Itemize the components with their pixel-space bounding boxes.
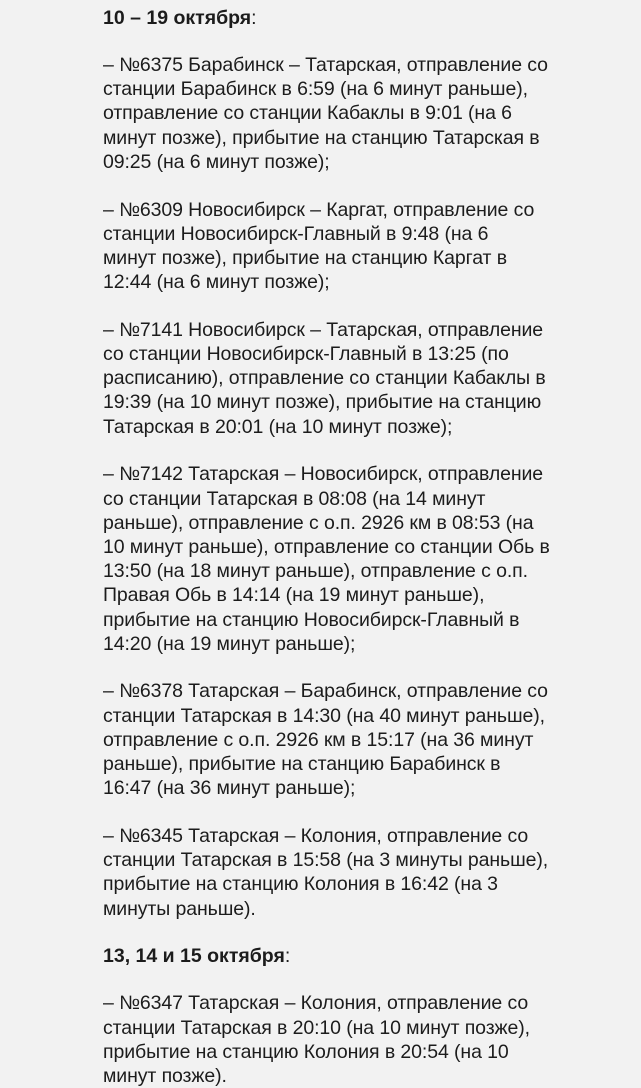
- entry-line: 13:50 (на 18 минут раньше), отправление с о.п.: [103, 560, 528, 583]
- entry-gap: [103, 174, 621, 198]
- entry-line: 14:20 (на 19 минут раньше);: [103, 632, 356, 655]
- entry-line: отправление с о.п. 2926 км в 15:17 (на 36 минут: [103, 728, 534, 751]
- train-entry: [103, 679, 621, 800]
- entry-line: станции Барабинск в 6:59 (на 6 минут раньше),: [103, 78, 528, 101]
- heading-gap: [103, 968, 621, 991]
- entry-line: со станции Татарская в 08:08 (на 14 минут: [103, 487, 486, 510]
- entry-line: – №7141 Новосибирск – Татарская, отправление: [103, 318, 544, 341]
- heading-gap: [103, 30, 621, 53]
- train-entry: [103, 462, 621, 656]
- entry-line: – №6309 Новосибирск – Каргат, отправление со: [103, 198, 535, 221]
- entry-line: Татарская в 20:01 (на 10 минут позже);: [103, 415, 453, 438]
- entry-line: Правая Обь в 14:14 (на 19 минут раньше),: [103, 584, 485, 607]
- train-entry: [103, 991, 621, 1088]
- entry-gap: [103, 656, 621, 680]
- section-colon: :: [251, 7, 257, 29]
- entry-line: 16:47 (на 36 минут раньше);: [103, 777, 356, 800]
- entry-gap: [103, 294, 621, 318]
- entry-line: минут позже), прибытие на станцию Каргат в: [103, 246, 507, 269]
- entry-line: прибытие на станцию Колония в 16:42 (на 3: [103, 873, 498, 896]
- entry-line: расписанию), отправление со станции Кабаклы в: [103, 367, 546, 390]
- entry-line: – №7142 Татарская – Новосибирск, отправление: [103, 463, 544, 486]
- entry-line: со станции Новосибирск-Главный в 13:25 (по: [103, 343, 509, 366]
- entry-line: – №6345 Татарская – Колония, отправление со: [103, 824, 529, 847]
- section-heading: [103, 6, 621, 30]
- section-date: 10 – 19 октября: [103, 7, 252, 29]
- entry-line: минут позже), прибытие на станцию Татарская в: [103, 126, 540, 149]
- entry-line: – №6375 Барабинск – Татарская, отправление со: [103, 54, 548, 76]
- entry-line: 19:39 (на 10 минут позже), прибытие на станцию: [103, 391, 542, 414]
- entry-line: станции Татарская в 20:10 (на 10 минут позже),: [103, 1016, 530, 1039]
- entry-gap: [103, 800, 621, 824]
- entry-line: – №6378 Татарская – Барабинск, отправление со: [103, 680, 548, 703]
- train-entry: [103, 318, 621, 439]
- entry-line: 10 минут раньше), отправление со станции Обь в: [103, 535, 550, 558]
- entry-line: 12:44 (на 6 минут позже);: [103, 271, 330, 294]
- entry-line: станции Татарская в 15:58 (на 3 минуты раньше),: [103, 849, 549, 872]
- entry-line: минут позже).: [103, 1064, 227, 1087]
- section-colon: :: [284, 945, 291, 968]
- entry-line: раньше), прибытие на станцию Барабинск в: [103, 753, 501, 776]
- entry-line: 09:25 (на 6 минут позже);: [103, 150, 330, 173]
- entry-line: – №6347 Татарская – Колония, отправление со: [103, 992, 529, 1015]
- train-entry: [103, 53, 621, 174]
- train-entry: [103, 198, 621, 295]
- train-entry: [103, 824, 621, 921]
- entry-line: раньше), отправление с о.п. 2926 км в 08:53 (на: [103, 511, 534, 534]
- entry-line: прибытие на станцию Новосибирск-Главный в: [103, 608, 520, 631]
- entry-gap: [103, 439, 621, 463]
- entry-line: минуты раньше).: [103, 897, 256, 920]
- entry-line: прибытие на станцию Колония в 20:54 (на 10: [103, 1040, 509, 1063]
- entry-line: отправление со станции Кабаклы в 9:01 (на 6: [103, 102, 512, 125]
- section-heading: [103, 944, 621, 968]
- section-date: 13, 14 и 15 октября: [103, 945, 285, 968]
- section-gap: [103, 921, 621, 945]
- entry-line: станции Новосибирск-Главный в 9:48 (на 6: [103, 222, 489, 245]
- entry-line: станции Татарская в 14:30 (на 40 минут раньше),: [103, 704, 545, 727]
